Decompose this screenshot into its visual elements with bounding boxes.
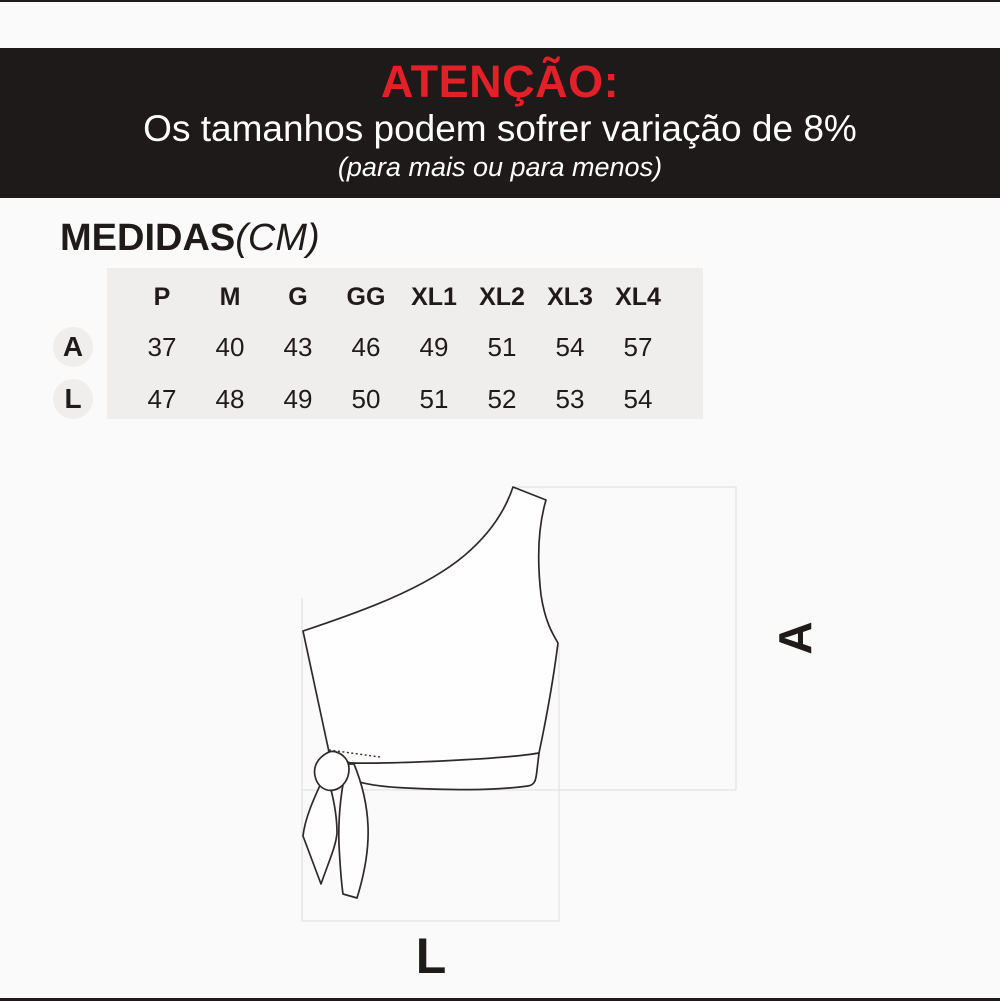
size-value-cell: 57	[623, 332, 653, 362]
size-value-cell: 47	[147, 384, 177, 414]
tie-tail-left	[303, 779, 337, 884]
size-value-cell: 50	[351, 384, 381, 414]
size-value-cell: 43	[283, 332, 313, 362]
size-value-cell: 40	[215, 332, 245, 362]
row-label-badge-height: A	[53, 327, 93, 367]
warning-title: ATENÇÃO:	[380, 56, 620, 107]
size-value-cell: 49	[419, 332, 449, 362]
width-measure-label: L	[415, 928, 447, 984]
size-value-cell: 48	[215, 384, 245, 414]
size-column-header: G	[288, 283, 308, 311]
size-value-cell: 52	[487, 384, 517, 414]
size-value-cell: 49	[283, 384, 313, 414]
warning-note: (para mais ou para menos)	[337, 152, 663, 182]
height-measure-label: A	[769, 621, 821, 655]
size-value-cell: 37	[147, 332, 177, 362]
size-column-header: XL4	[615, 283, 661, 311]
size-column-header: XL3	[547, 283, 593, 311]
measures-heading-text: MEDIDAS	[60, 217, 236, 259]
measures-heading-unit: (CM)	[235, 217, 320, 259]
size-column-header: GG	[346, 283, 386, 311]
size-column-header: M	[219, 283, 241, 311]
size-column-header: P	[153, 283, 171, 311]
size-value-cell: 46	[351, 332, 381, 362]
size-value-cell: 51	[419, 384, 449, 414]
warning-subtitle: Os tamanhos podem sofrer variação de 8%	[143, 108, 857, 149]
size-value-cell: 54	[623, 384, 653, 414]
size-column-header: XL1	[411, 283, 457, 311]
size-value-cell: 51	[487, 332, 517, 362]
tie-knot	[315, 751, 349, 790]
top-sketch-outline	[303, 487, 558, 764]
size-value-cell: 54	[555, 332, 585, 362]
size-column-header: XL2	[479, 283, 525, 311]
row-label-badge-width: L	[53, 379, 93, 419]
size-value-cell: 53	[555, 384, 585, 414]
